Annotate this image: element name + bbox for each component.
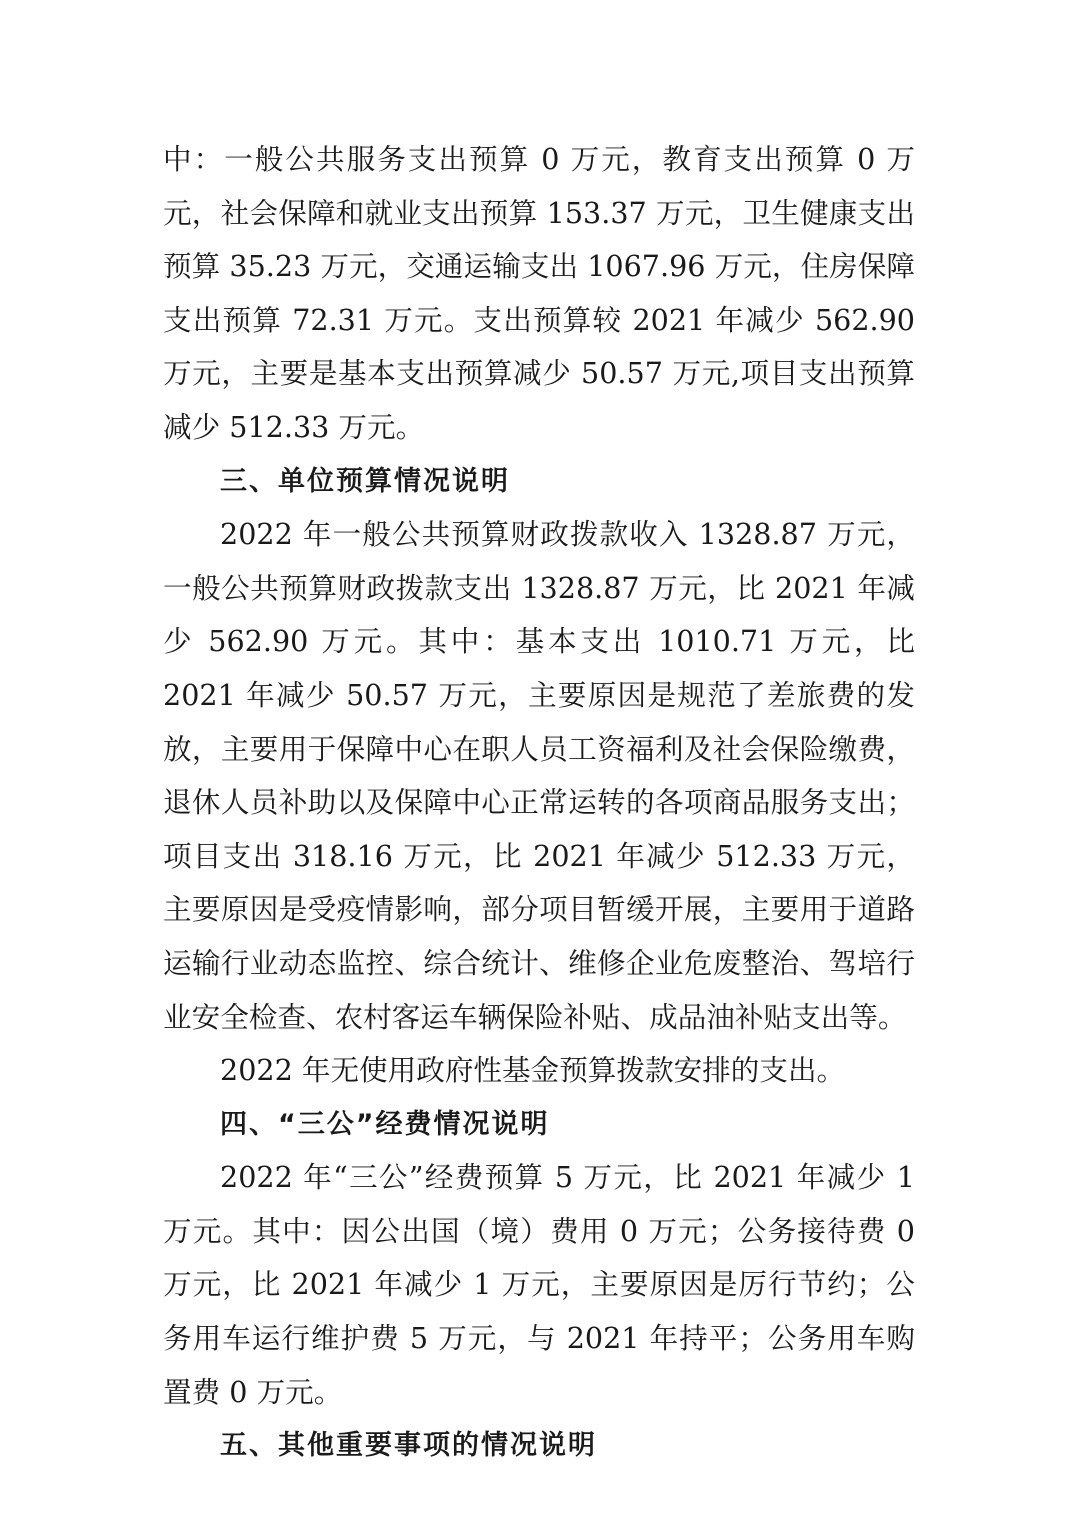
document-body: [163, 133, 915, 1473]
section-heading-three-public-expenses: 四、“三公”经费情况说明: [220, 1108, 550, 1140]
section-heading-other-matters: 五、其他重要事项的情况说明: [220, 1430, 597, 1462]
paragraph-expenditure-continued: 中：一般公共服务支出预算 0 万元，教育支出预算 0 万元，社会保障和就业支出预算 153.37 万元，卫生健康支出预算 35.23 万元，交通运输支出 1067.96 万元，住房保障支出预算 72.31 万元。支出预算较 2021 年减少 562.90 万元，主要是基本支出预算减少 50.57 万元,项目支出预算减少 512.33 万元。: [163, 142, 915, 444]
paragraph-three-public-expenses: 2022 年“三公”经费预算 5 万元，比 2021 年减少 1 万元。其中：因公出国（境）费用 0 万元；公务接待费 0 万元，比 2021 年减少 1 万元，主要原因是厉行节约；公务用车运行维护费 5 万元，与 2021 年持平；公务用车购置费 0 万元。: [163, 1160, 915, 1409]
paragraph-unit-budget: 2022 年一般公共预算财政拨款收入 1328.87 万元，一般公共预算财政拨款支出 1328.87 万元，比 2021 年减少 562.90 万元。其中：基本支出 1010.71 万元，比 2021 年减少 50.57 万元，主要原因是规范了差旅费的发放，主要用于保障中心在职人员工资福利及社会保险缴费，退休人员补助以及保障中心正常运转的各项商品服务支出；项目支出 318.16 万元，比 2021 年减少 512.33 万元，主要原因是受疫情影响，部分项目暂缓开展，主要用于道路运输行业动态监控、综合统计、维修企业危废整治、驾培行业安全检查、农村客运车辆保险补贴、成品油补贴支出等。: [163, 517, 915, 1034]
paragraph-government-fund: 2022 年无使用政府性基金预算拨款安排的支出。: [220, 1053, 846, 1088]
section-heading-unit-budget: 三、单位预算情况说明: [220, 465, 510, 497]
